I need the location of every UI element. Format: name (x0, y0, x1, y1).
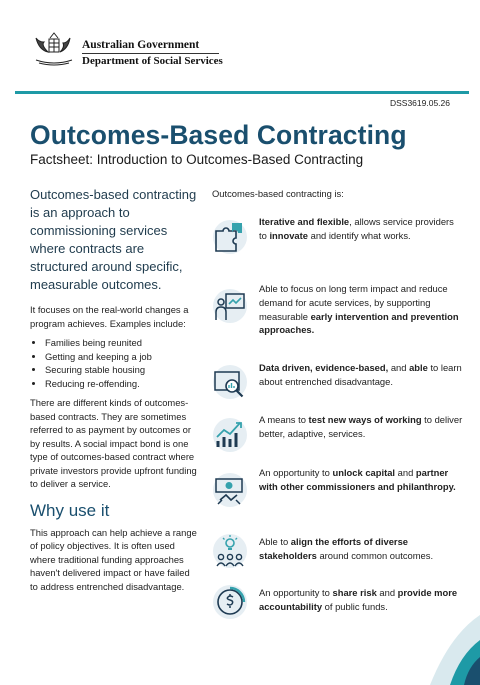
benefit-7-text-1: An opportunity to (259, 587, 333, 598)
benefit-3-bold-1: Data driven, evidence-based, (259, 362, 389, 373)
intro-paragraph: Outcomes-based contracting is an approach to commissioning services where contracts are structured around specific, measurable outcomes. (30, 187, 197, 292)
benefit-7-bold-2: share risk (332, 587, 377, 598)
benefit-5-text-2: and (395, 467, 416, 478)
left-column (30, 186, 200, 599)
benefit-4-text-1: A means to (259, 414, 309, 425)
puzzle-icon (212, 219, 248, 255)
benefit-1-text-1: , allows service providers to (259, 216, 454, 241)
benefit-3-bold-2: able (409, 362, 428, 373)
benefit-6-text-2: around common outcomes. (316, 549, 434, 561)
examples-list (30, 336, 200, 390)
page-header (0, 0, 480, 92)
benefit-1-bold-1: Iterative and flexible (259, 216, 350, 227)
kinds-paragraph: There are different kinds of outcomes-based contracts. They are sometimes referred to as payment by outcomes or by results. A social impact bond is one type of outcomes-based contract where private investors provide upfront funding to deliver a service. (30, 397, 197, 490)
benefits-label: Outcomes-based contracting is: (212, 188, 344, 199)
benefit-5-text-1: An opportunity to (259, 467, 333, 478)
list-item: • Getting and keeping a job (45, 350, 200, 364)
header-accent-bar (15, 91, 469, 94)
list-item: • Reducing re-offending. (45, 377, 200, 391)
benefit-2-bold-2: early intervention and prevention approaches. (259, 310, 459, 336)
coat-of-arms-logo (32, 30, 76, 68)
benefit-1-bold-2: innovate (269, 229, 308, 241)
list-item: • Families being reunited (45, 336, 200, 350)
growth-chart-icon (212, 417, 248, 453)
page-subtitle: Factsheet: Introduction to Outcomes-Based Contracting (30, 152, 364, 167)
magnify-data-icon (212, 364, 248, 400)
benefit-5-bold-3: partner with other commissioners and philanthropy. (259, 467, 456, 492)
benefit-1-text-2: and identify what works. (308, 229, 411, 241)
benefit-6-text-1: Able to (259, 536, 291, 547)
page-title: Outcomes-Based Contracting (30, 120, 407, 150)
benefit-4-text-2: to deliver better, adaptive, services. (259, 414, 463, 439)
department-name: Department of Social Services (82, 55, 223, 67)
list-item: • Securing stable housing (45, 363, 200, 377)
why-use-it-heading: Why use it (30, 500, 110, 520)
why-paragraph: This approach can help achieve a range of policy objectives. It is often used where traditional funding approaches haven't delivered impact or have failed to address entrenched disadvantage. (30, 526, 197, 592)
benefit-7-text-3: of public funds. (322, 600, 388, 612)
header-divider (82, 53, 219, 54)
government-name: Australian Government (82, 39, 200, 51)
document-number: DSS3619.05.26 (389, 98, 450, 108)
shared-risk-icon (212, 584, 248, 620)
focus-paragraph: It focuses on the real-world changes a program achieves. Examples include: (30, 304, 189, 329)
stakeholders-icon (212, 533, 248, 569)
benefit-4-bold-2: test new ways of working (308, 414, 422, 425)
presenter-chart-icon (212, 288, 248, 324)
benefit-6-bold-2: align the efforts of diverse stakeholders (259, 536, 409, 561)
benefit-7-text-2: and (376, 587, 398, 598)
benefit-5-bold-2: unlock capital (332, 467, 396, 478)
benefit-7-bold-3: provide more accountability (259, 587, 458, 612)
corner-decoration (390, 595, 480, 685)
benefit-3-text-1: and (388, 362, 410, 373)
capital-handshake-icon (212, 472, 248, 508)
benefit-3-text-2: to learn about entrenched disadvantage. (259, 362, 462, 387)
benefit-2-text-1: Able to focus on long term impact and reduce demand for acute services, by supporting measurable (259, 283, 448, 322)
